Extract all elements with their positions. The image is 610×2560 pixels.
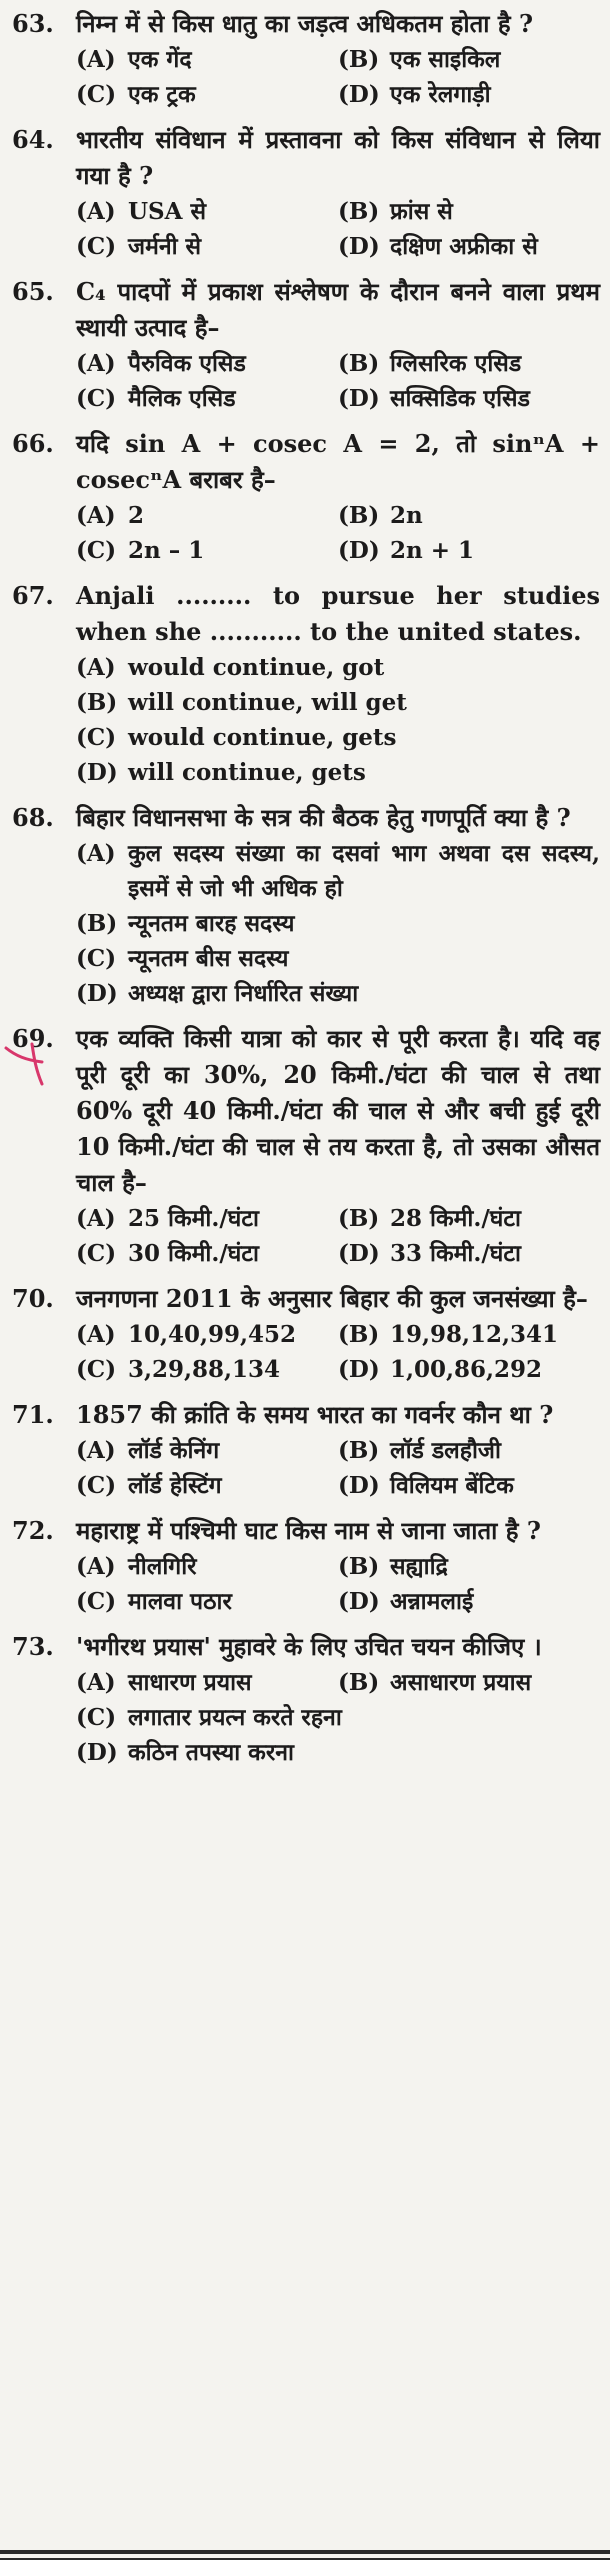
option-row: [76, 1665, 600, 1700]
option-text: 10,40,99,452: [128, 1321, 297, 1348]
option-a: [76, 836, 600, 906]
option-text: सक्सिडिक एसिड: [390, 385, 530, 412]
option-label: (B): [338, 502, 380, 529]
options: [6, 346, 600, 416]
options: [6, 836, 600, 1011]
option-label: (C): [76, 81, 117, 108]
question-line: [6, 1021, 600, 1201]
question-number: 73.: [12, 1632, 54, 1661]
question-text: बिहार विधानसभा के सत्र की बैठक हेतु गणपूर्ति क्या है ?: [76, 803, 571, 832]
option-text: फ्रांस से: [390, 198, 453, 225]
question-text: Anjali ......... to pursue her studies when she ........... to the united states.: [76, 581, 600, 646]
option-row: [76, 1352, 600, 1387]
option-label: (D): [338, 1588, 380, 1615]
option-label: (B): [338, 46, 380, 73]
question-68: [6, 800, 600, 1011]
option-d: [338, 1352, 600, 1387]
option-label: (D): [76, 1739, 118, 1766]
option-b: [338, 1549, 600, 1584]
option-text: कुल सदस्य संख्या का दसवां भाग अथवा दस सदस्य, इसमें से जो भी अधिक हो: [128, 840, 600, 902]
option-label: (A): [76, 1669, 116, 1696]
option-label: (B): [76, 689, 118, 716]
option-d: [338, 533, 600, 568]
option-b: [338, 1433, 600, 1468]
option-row: [76, 498, 600, 533]
option-a: [76, 42, 338, 77]
question-text: एक व्यक्ति किसी यात्रा को कार से पूरी करता है। यदि वह पूरी दूरी का 30%, 20 किमी./घंटा की चाल से तथा 60% दूरी 40 किमी./घंटा की चाल से और बची हुई दूरी 10 किमी./घंटा की चाल से तय करता है, तो उसका औसत चाल है–: [76, 1024, 600, 1197]
option-label: (B): [338, 1669, 380, 1696]
question-number: 67.: [12, 581, 54, 610]
option-text: नीलगिरि: [128, 1553, 197, 1580]
options: [6, 650, 600, 790]
options: [6, 194, 600, 264]
option-b: [338, 1317, 600, 1352]
question-number: 72.: [12, 1516, 54, 1545]
option-c: [76, 533, 338, 568]
option-label: (D): [338, 537, 380, 564]
option-text: अन्नामलाई: [390, 1588, 474, 1615]
question-text: यदि sin A + cosec A = 2, तो sinⁿA + cosecⁿA बराबर है–: [76, 429, 600, 494]
options: [6, 1549, 600, 1619]
option-text: सह्याद्रि: [390, 1553, 448, 1580]
option-text: will continue, gets: [128, 759, 366, 786]
question-line: [6, 122, 600, 194]
option-label: (B): [338, 1205, 380, 1232]
option-row: [76, 1584, 600, 1619]
option-label: (A): [76, 198, 116, 225]
option-b: [76, 906, 600, 941]
option-text: विलियम बेंटिक: [390, 1472, 514, 1499]
option-label: (B): [76, 910, 118, 937]
option-text: 2: [128, 502, 145, 529]
question-line: [6, 1281, 600, 1317]
option-label: (A): [76, 840, 116, 867]
option-row: [76, 1236, 600, 1271]
option-label: (A): [76, 654, 116, 681]
option-text: 19,98,12,341: [390, 1321, 559, 1348]
option-c: [76, 1236, 338, 1271]
option-c: [76, 720, 600, 755]
option-text: असाधारण प्रयास: [390, 1669, 532, 1696]
options: [6, 1317, 600, 1387]
option-label: (A): [76, 1437, 116, 1464]
option-label: (A): [76, 46, 116, 73]
question-line: [6, 6, 600, 42]
option-b: [338, 498, 600, 533]
option-d: [76, 1735, 600, 1770]
option-row: [76, 533, 600, 568]
option-text: मैलिक एसिड: [128, 385, 236, 412]
option-label: (A): [76, 1205, 116, 1232]
option-d: [338, 229, 600, 264]
option-label: (D): [338, 1356, 380, 1383]
question-text: महाराष्ट्र में पश्चिमी घाट किस नाम से जाना जाता है ?: [76, 1516, 541, 1545]
option-text: कठिन तपस्या करना: [128, 1739, 294, 1766]
question-text: भारतीय संविधान में प्रस्तावना को किस संविधान से लिया गया है ?: [76, 125, 600, 190]
question-line: [6, 1397, 600, 1433]
option-c: [76, 1700, 600, 1735]
option-label: (B): [338, 1321, 380, 1348]
option-label: (A): [76, 350, 116, 377]
bottom-rule: [0, 2550, 610, 2554]
option-label: (A): [76, 1321, 116, 1348]
question-73: [6, 1629, 600, 1770]
option-row: [76, 77, 600, 112]
option-label: (B): [338, 1437, 380, 1464]
options: [6, 1433, 600, 1503]
question-number: 70.: [12, 1284, 54, 1313]
question-65: [6, 274, 600, 416]
question-67: [6, 578, 600, 790]
option-text: will continue, will get: [128, 689, 407, 716]
option-label: (D): [76, 980, 118, 1007]
option-label: (C): [76, 945, 117, 972]
question-list: [6, 6, 600, 1770]
question-72: [6, 1513, 600, 1619]
option-text: 2n – 1: [128, 537, 205, 564]
question-text: जनगणना 2011 के अनुसार बिहार की कुल जनसंख्या है–: [76, 1284, 588, 1313]
option-text: 25 किमी./घंटा: [128, 1205, 259, 1232]
option-text: लॉर्ड केनिंग: [128, 1437, 220, 1464]
option-b: [338, 1201, 600, 1236]
option-a: [76, 346, 338, 381]
option-c: [76, 77, 338, 112]
option-label: (C): [76, 537, 117, 564]
option-label: (D): [338, 1240, 380, 1267]
option-text: 3,29,88,134: [128, 1356, 281, 1383]
option-b: [76, 685, 600, 720]
question-number: 66.: [12, 429, 54, 458]
option-d: [338, 1468, 600, 1503]
question-number: 64.: [12, 125, 54, 154]
option-text: would continue, got: [128, 654, 385, 681]
question-71: [6, 1397, 600, 1503]
question-text: निम्न में से किस धातु का जड़त्व अधिकतम होता है ?: [76, 9, 534, 38]
question-text: 'भगीरथ प्रयास' मुहावरे के लिए उचित चयन कीजिए ।: [76, 1632, 542, 1661]
options: [6, 1201, 600, 1271]
option-label: (B): [338, 1553, 380, 1580]
option-b: [338, 1665, 600, 1700]
option-a: [76, 194, 338, 229]
options: [6, 1665, 600, 1770]
option-a: [76, 1665, 338, 1700]
question-text: C₄ पादपों में प्रकाश संश्लेषण के दौरान बनने वाला प्रथम स्थायी उत्पाद है–: [76, 277, 600, 342]
option-label: (C): [76, 1356, 117, 1383]
options: [6, 498, 600, 568]
option-text: would continue, gets: [128, 724, 397, 751]
option-text: एक साइकिल: [390, 46, 501, 73]
option-text: 2n + 1: [390, 537, 475, 564]
question-line: [6, 1513, 600, 1549]
question-number: 65.: [12, 277, 54, 306]
question-66: [6, 426, 600, 568]
option-row: [76, 1201, 600, 1236]
question-line: [6, 426, 600, 498]
option-text: 30 किमी./घंटा: [128, 1240, 259, 1267]
option-label: (B): [338, 350, 380, 377]
option-a: [76, 1201, 338, 1236]
question-text: 1857 की क्रांति के समय भारत का गवर्नर कौन था ?: [76, 1400, 554, 1429]
option-text: अध्यक्ष द्वारा निर्धारित संख्या: [128, 980, 359, 1007]
option-label: (C): [76, 724, 117, 751]
option-c: [76, 941, 600, 976]
option-label: (D): [338, 233, 380, 260]
option-label: (C): [76, 1704, 117, 1731]
option-d: [76, 976, 600, 1011]
option-text: दक्षिण अफ्रीका से: [390, 233, 538, 260]
option-b: [338, 42, 600, 77]
option-label: (D): [338, 1472, 380, 1499]
option-row: [76, 346, 600, 381]
option-a: [76, 650, 600, 685]
options: [6, 42, 600, 112]
option-text: न्यूनतम बारह सदस्य: [128, 910, 295, 937]
option-text: 28 किमी./घंटा: [390, 1205, 521, 1232]
option-text: एक गेंद: [128, 46, 192, 73]
option-label: (C): [76, 385, 117, 412]
question-70: [6, 1281, 600, 1387]
option-d: [338, 1236, 600, 1271]
option-text: लॉर्ड हेस्टिंग: [128, 1472, 222, 1499]
option-b: [338, 194, 600, 229]
question-64: [6, 122, 600, 264]
option-row: [76, 1433, 600, 1468]
option-text: लगातार प्रयत्न करते रहना: [128, 1704, 342, 1731]
option-text: न्यूनतम बीस सदस्य: [128, 945, 289, 972]
option-label: (C): [76, 233, 117, 260]
option-text: एक ट्रक: [128, 81, 196, 108]
question-number: 69.: [12, 1024, 54, 1053]
option-a: [76, 498, 338, 533]
option-b: [338, 346, 600, 381]
option-text: USA से: [128, 198, 207, 225]
option-a: [76, 1317, 338, 1352]
option-row: [76, 42, 600, 77]
option-c: [76, 229, 338, 264]
option-text: पैरुविक एसिड: [128, 350, 246, 377]
option-text: एक रेलगाड़ी: [390, 81, 491, 108]
option-c: [76, 1584, 338, 1619]
option-text: मालवा पठार: [128, 1588, 232, 1615]
option-c: [76, 381, 338, 416]
option-row: [76, 1468, 600, 1503]
question-number: 63.: [12, 9, 54, 38]
question-line: [6, 1629, 600, 1665]
option-d: [338, 381, 600, 416]
question-69: [6, 1021, 600, 1271]
option-c: [76, 1468, 338, 1503]
option-label: (C): [76, 1240, 117, 1267]
option-label: (D): [76, 759, 118, 786]
option-row: [76, 1549, 600, 1584]
option-row: [76, 229, 600, 264]
option-c: [76, 1352, 338, 1387]
option-label: (C): [76, 1588, 117, 1615]
option-label: (B): [338, 198, 380, 225]
option-row: [76, 194, 600, 229]
option-label: (D): [338, 81, 380, 108]
option-row: [76, 381, 600, 416]
option-d: [338, 1584, 600, 1619]
option-text: साधारण प्रयास: [128, 1669, 252, 1696]
option-d: [338, 77, 600, 112]
question-line: [6, 800, 600, 836]
question-number: 71.: [12, 1400, 54, 1429]
option-text: लॉर्ड डलहौजी: [390, 1437, 501, 1464]
option-label: (A): [76, 502, 116, 529]
question-line: [6, 274, 600, 346]
option-text: 2n: [390, 502, 423, 529]
option-text: ग्लिसरिक एसिड: [390, 350, 522, 377]
option-a: [76, 1549, 338, 1584]
option-label: (C): [76, 1472, 117, 1499]
option-label: (A): [76, 1553, 116, 1580]
option-text: 33 किमी./घंटा: [390, 1240, 521, 1267]
question-number: 68.: [12, 803, 54, 832]
question-63: [6, 6, 600, 112]
option-row: [76, 1317, 600, 1352]
option-text: 1,00,86,292: [390, 1356, 543, 1383]
question-line: [6, 578, 600, 650]
option-d: [76, 755, 600, 790]
option-text: जर्मनी से: [128, 233, 202, 260]
option-label: (D): [338, 385, 380, 412]
option-a: [76, 1433, 338, 1468]
